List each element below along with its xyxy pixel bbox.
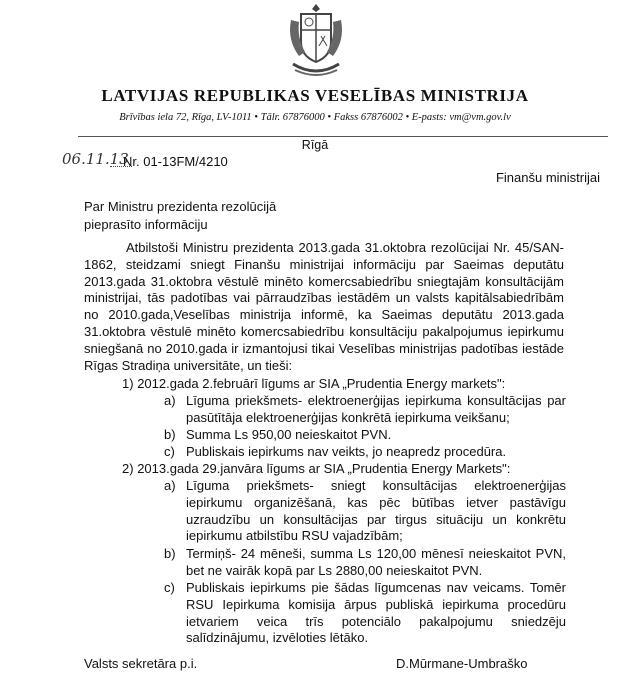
signatory-name: D.Mūrmane-Umbraško	[396, 656, 528, 671]
list-item-heading	[122, 461, 510, 476]
sub-item-text: Publiskais iepirkums nav veikts, jo neapredz procedūra.	[186, 444, 507, 459]
intro-paragraph: Atbilstoši Ministru prezidenta 2013.gada 31.oktobra rezolūcijai Nr. 45/SAN-1862, steidzami sniegt Finanšu ministrijai informāciju par Saeimas deputātu 2013.gada 31.oktobra vēstulē minēto komercsabiedrību sniegtajām konsultācijām ministrijai, tās padotības vai pārraudzības iestādēm un valsts kapitālsabiedrībām no 2010.gada,Veselības ministrija informē, ka Saeimas deputātu 2013.gada 31.oktobra vēstulē minēto komercsabiedrību konsultāciju pakalpojumus iepirkumu sniegšanā no 2010.gada ir izmantojusi tikai Veselības ministrijas padotības iestāde Rīgas Stradiņa universitāte, un tieši:	[84, 240, 564, 373]
ministry-title: LATVIJAS REPUBLIKAS VESELĪBAS MINISTRIJA	[101, 86, 529, 105]
sub-item-label: c)	[164, 580, 175, 595]
list-item-title: 2012.gada 2.februārī līgums ar SIA „Prudentia Energy markets":	[137, 376, 506, 391]
handwritten-date: 06.11.13	[62, 150, 129, 168]
list-item-number: 2)	[122, 461, 134, 476]
sub-item-label: c)	[164, 444, 175, 459]
subject-line: Par Ministru prezidenta rezolūcijā	[84, 199, 277, 214]
sub-item-text: Publiskais iepirkums pie šādas līgumcenas nav veicams. Tomēr RSU Iepirkuma komisija ārpus publiskā iepirkuma procedūru ietvariem veica trīs potenciālo pakalpojumu sniedzēju salīdzinājumu, izvēloties lētāko.	[186, 580, 566, 646]
sub-item-text: Termiņš- 24 mēneši, summa Ls 120,00 mēnesī neieskaitot PVN, bet ne vairāk kopā par Ls 2880,00 neieskaitot PVN.	[186, 546, 566, 578]
list-item-heading	[122, 376, 505, 391]
header-divider	[78, 136, 608, 137]
body-text	[84, 240, 564, 374]
sub-item-label: b)	[164, 427, 176, 442]
sub-item	[164, 478, 566, 545]
sub-item	[164, 444, 566, 461]
contact-line: Brīvības iela 72, Rīga, LV-1011 • Tālr. 67876000 • Fakss 67876002 • E-pasts: vm@vm.gov.lv	[119, 112, 511, 123]
addressee: Finanšu ministrijai	[495, 170, 600, 185]
coat-of-arms-icon	[285, 2, 347, 78]
sub-item	[164, 427, 566, 444]
signatory-position: Valsts sekretāra p.i.	[84, 656, 198, 671]
sub-item-label: b)	[164, 546, 176, 561]
sub-item-label: a)	[164, 393, 176, 408]
subject-line: pieprasīto informāciju	[84, 217, 208, 232]
registration-number: Nr. 01-13FM/4210	[123, 154, 228, 169]
place-of-issue: Rīgā	[301, 138, 329, 152]
sub-item	[164, 580, 566, 647]
sub-item	[164, 393, 566, 427]
sub-item-text: Summa Ls 950,00 neieskaitot PVN.	[186, 427, 392, 442]
list-item-number: 1)	[122, 376, 134, 391]
sub-item	[164, 546, 566, 580]
sub-item-label: a)	[164, 478, 176, 493]
subject	[84, 198, 276, 234]
sub-item-text: Līguma priekšmets- sniegt konsultācijas elektroenerģijas iepirkumu organizēšanā, kas pēc būtības ietver pastāvīgu uzraudzību un konsultācijas par tirgus situāciju un konkrētu iepirkumu atbilstību RSU vajadzībām;	[186, 478, 566, 544]
list-item-title: 2013.gada 29.janvāra līgums ar SIA „Prudentia Energy Markets":	[137, 461, 511, 476]
sub-item-text: Līguma priekšmets- elektroenerģijas iepirkuma konsultācijas par pasūtītāja elektroenerģijas konkrētā iepirkuma veikšanu;	[186, 393, 566, 425]
